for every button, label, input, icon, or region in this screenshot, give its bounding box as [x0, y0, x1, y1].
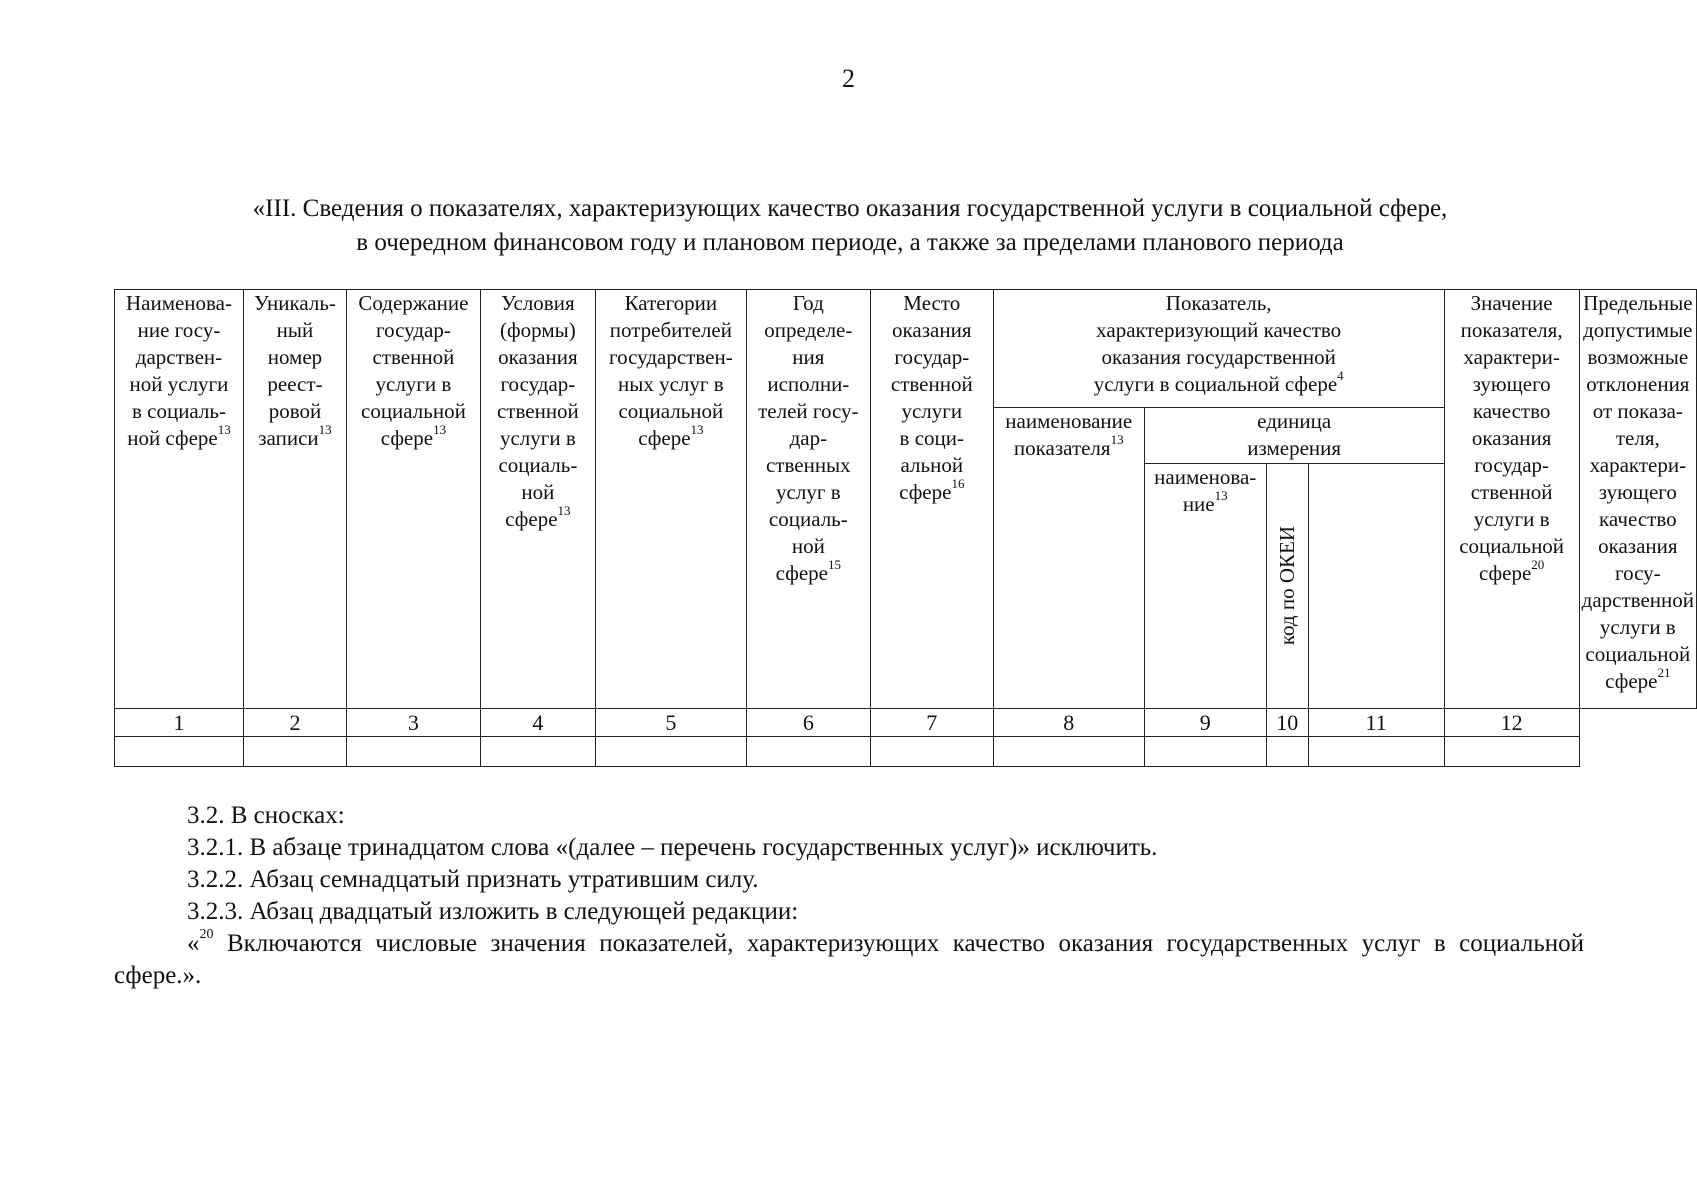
footnote-20-marker: 20 — [199, 926, 214, 942]
column-number: 3 — [346, 709, 480, 737]
header-unit-group: единица измерения — [1144, 408, 1444, 464]
header-service-conditions: Условия (формы) оказания государ- ственной услуги в социаль- ной сфере$^{13}$ — [480, 290, 595, 709]
empty-cell — [1266, 737, 1308, 767]
column-number: 7 — [870, 709, 993, 737]
column-number: 8 — [993, 709, 1144, 737]
header-year-of-determination: Год определе- ния исполни- телей госу- дар- ственных услуг в социаль- ной сфере$^{15}$ — [746, 290, 870, 709]
column-numbers-row — [115, 709, 1697, 737]
column-number: 6 — [746, 709, 870, 737]
indicators-table — [114, 289, 1697, 767]
empty-cell — [480, 737, 595, 767]
paragraph-3-2-1: 3.2.1. В абзаце тринадцатом слова «(далее – перечень государственных услуг)» исключить. — [187, 834, 1158, 861]
paragraph-3-2-2: 3.2.2. Абзац семнадцатый признать утратившим силу. — [187, 866, 759, 893]
empty-cell — [595, 737, 746, 767]
footnote-amendments — [114, 800, 1584, 992]
column-number: 5 — [595, 709, 746, 737]
empty-cell — [993, 737, 1144, 767]
header-service-name: Наименова- ние госу- дарствен- ной услуги в социаль- ной сфере$^{13}$ — [115, 290, 244, 709]
header-service-content: Содержание государ- ственной услуги в социальной сфере$^{13}$ — [346, 290, 480, 709]
column-number: 2 — [243, 709, 346, 737]
header-unit-name: наименова- ние$^{13}$ — [1144, 464, 1266, 709]
column-number: 10 — [1266, 709, 1308, 737]
column-number: 1 — [115, 709, 244, 737]
paragraph-3-2: 3.2. В сносках: — [187, 802, 345, 829]
empty-cell — [346, 737, 480, 767]
column-number: 9 — [1144, 709, 1266, 737]
column-number: 11 — [1308, 709, 1444, 737]
header-service-place: Место оказания государ- ственной услуги в соци- альной сфере$^{16}$ — [870, 290, 993, 709]
paragraph-3-2-3: 3.2.3. Абзац двадцатый изложить в следующей редакции: — [187, 898, 799, 925]
header-registry-number: Уникаль- ный номер реест- ровой записи$^{13}$ — [243, 290, 346, 709]
empty-cell — [746, 737, 870, 767]
header-consumer-categories: Категории потребителей государствен- ных услуг в социальной сфере$^{13}$ — [595, 290, 746, 709]
footnote-20-text: «$^{20}$ Включаются числовые значения показателей, характеризующих качество оказания государственных услуг в социальной сфере.». — [114, 926, 1584, 989]
header-quality-indicator-group: Показатель, характеризующий качество оказания государственной услуги в социальной сфере$^4$ — [993, 290, 1444, 408]
header-allowed-deviations: Предельные допустимые возможные отклонения от показа- теля, характери- зующего качество оказания госу- дарственной услуги в социальной сфере$^{21}$ — [1579, 290, 1696, 709]
empty-cell — [870, 737, 993, 767]
section-title — [110, 192, 1590, 260]
column-number: 4 — [480, 709, 595, 737]
column-number: 12 — [1444, 709, 1579, 737]
empty-cell — [243, 737, 346, 767]
empty-cell — [1308, 737, 1444, 767]
empty-cell — [1444, 737, 1579, 767]
header-indicator-value: Значение показателя, характери- зующего качество оказания государ- ственной услуги в социальной сфере$^{20}$ — [1444, 290, 1579, 709]
empty-cell — [1144, 737, 1266, 767]
empty-cell — [115, 737, 244, 767]
header-okei-code: код по ОКЕИ — [1266, 464, 1308, 709]
page-number: 2 — [842, 64, 855, 93]
header-indicator-name: наименование показателя$^{13}$ — [993, 408, 1144, 709]
section-title-line-2: в очередном финансовом году и плановом периоде, а также за пределами планового периода — [356, 229, 1344, 256]
empty-data-row — [115, 737, 1697, 767]
section-title-line-1: «III. Сведения о показателях, характеризующих качество оказания государственной услуги в социальной сфере, — [252, 195, 1448, 222]
